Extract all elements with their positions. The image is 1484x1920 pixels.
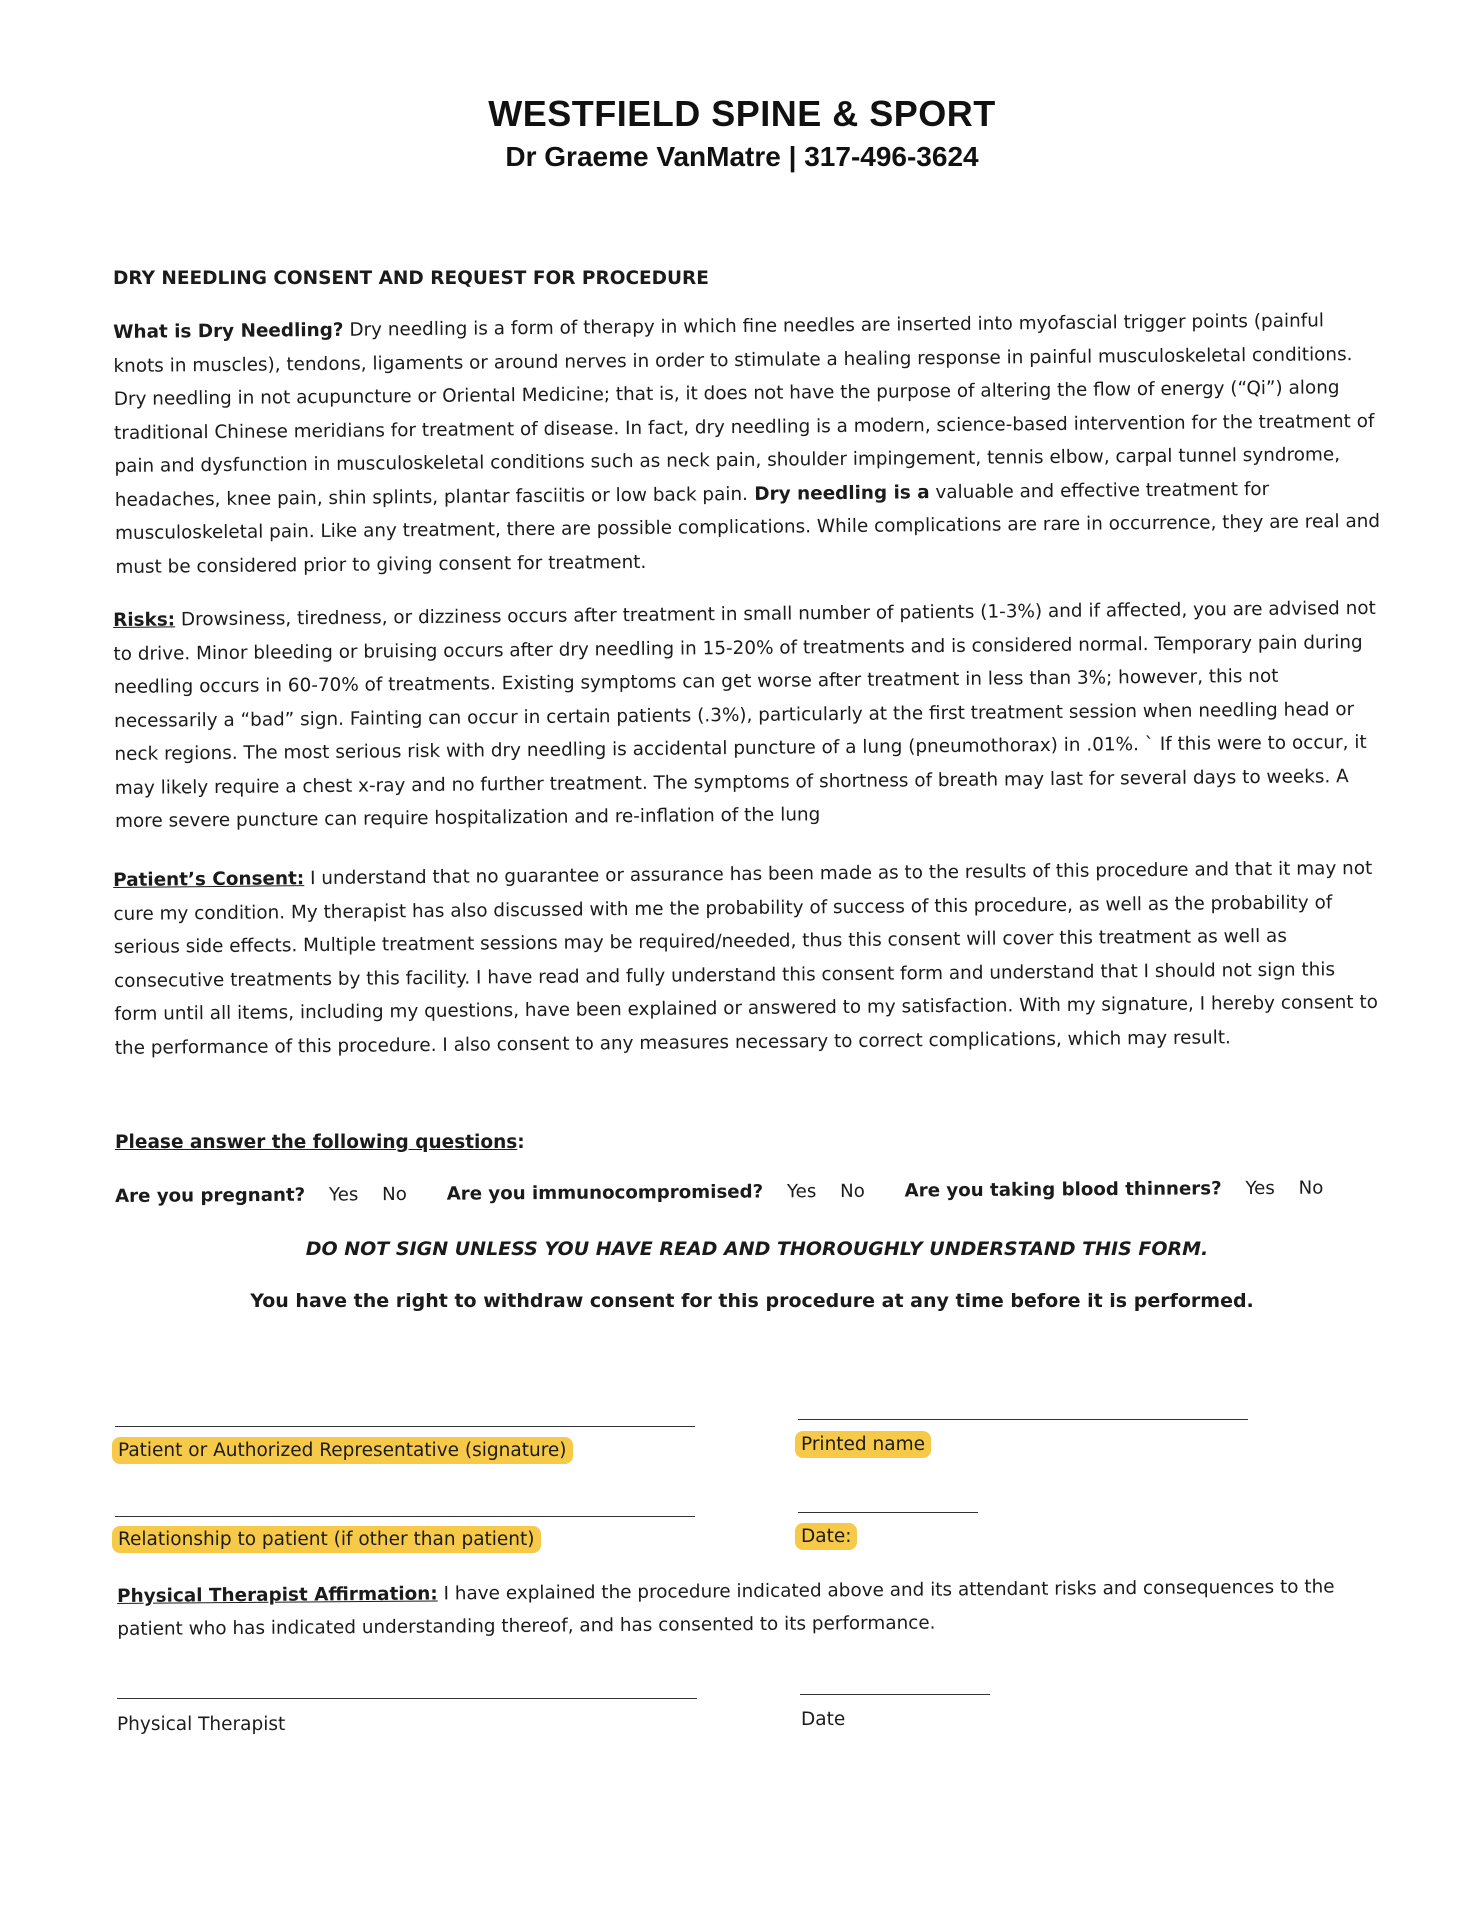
date-label-text: Date: — [795, 1523, 857, 1550]
relationship-label — [112, 1529, 541, 1550]
doctor-contact: Dr Graeme VanMatre | 317-496-3624 — [505, 141, 979, 172]
answer-yes[interactable]: Yes — [328, 1184, 359, 1206]
patient-consent-paragraph — [113, 852, 1380, 1065]
therapist-signature-line[interactable] — [117, 1698, 697, 1699]
screening-questions — [115, 1177, 1345, 1207]
consent-lead: Patient’s Consent: — [113, 868, 305, 891]
affirmation-lead: Physical Therapist Affirmation: — [117, 1583, 438, 1607]
answer-yes[interactable]: Yes — [1245, 1177, 1275, 1200]
printed-name-label — [795, 1434, 931, 1455]
what-is-tail: valuable and effective treatment for musculoskeletal pain. Like any treatment, there are possible complications. While complications are rare in occurrence, they are real and must be considered prior to giving consent for treatment. — [114, 478, 1381, 578]
questions-heading-text: Please answer the following questions — [115, 1132, 518, 1153]
withdraw-consent-notice: You have the right to withdraw consent for this procedure at any time before it is performed. — [250, 1290, 1254, 1312]
date-label — [795, 1526, 857, 1547]
answer-no[interactable]: No — [382, 1183, 407, 1206]
printed-name-label-text: Printed name — [795, 1431, 931, 1458]
what-is-bold-part: Dry needling is a — [747, 481, 930, 505]
printed-name-line[interactable] — [798, 1419, 1248, 1420]
do-not-sign-warning: DO NOT SIGN UNLESS YOU HAVE READ AND THOROUGHLY UNDERSTAND THIS FORM. — [305, 1238, 1209, 1260]
questions-heading — [115, 1132, 525, 1153]
affirmation-body: I have explained the procedure indicated above and its attendant risks and consequences to the patient who has indicated understanding thereof, and has consented to its performance. — [117, 1576, 1335, 1640]
risks-body: Drowsiness, tiredness, or dizziness occurs after treatment in small number of patients (1-3%) and if affected, you are advised not to drive. Minor bleeding or bruising occurs after dry needling in 15-20% of treatments and is considered normal. Temporary pain during needling occurs in 60-70% of treatments. Existing symptoms can get worse after treatment in less than 3%; however, this not necessarily a “bad” sign. Fainting can occur in certain patients (.3%), particularly at the first treatment session when needling head or neck regions. The most serious risk with dry needling is accidental puncture of a lung (pneumothorax) in .01%. ˋ If this were to occur, it may likely require a chest x-ray and no further treatment. The symptoms of shortness of breath may last for several days to weeks. A more severe puncture can require hospitalization and re-inflation of the lung — [113, 597, 1376, 832]
therapist-date-label: Date — [801, 1709, 846, 1730]
question-text: Are you taking blood thinners? — [904, 1178, 1222, 1202]
question-blood-thinners — [905, 1178, 1324, 1202]
what-is-body: Dry needling is a form of therapy in which fine needles are inserted into myofascial trigger points (painful knots in muscles), tendons, ligaments or around nerves in order to stimulate a healing response in painful musculoskeletal conditions. Dry needling in not acupuncture or Oriental Medicine; that is, it does not have the purpose of altering the flow of energy (“Qi”) along traditional Chinese meridians for treatment of disease. In fact, dry needling is a modern, science-based intervention for the treatment of pain and dysfunction in musculoskeletal conditions such as neck pain, shoulder impingement, tennis elbow, carpal tunnel syndrome, headaches, knee pain, shin splints, plantar fasciitis or low back pain. — [113, 310, 1375, 511]
question-text: Are you pregnant? — [115, 1184, 306, 1207]
patient-signature-label — [112, 1440, 573, 1461]
document-title: DRY NEEDLING CONSENT AND REQUEST FOR PROCEDURE — [113, 268, 709, 289]
risks-lead: Risks: — [113, 609, 176, 631]
question-text: Are you immunocompromised? — [446, 1181, 764, 1205]
what-is-lead: What is Dry Needling? — [113, 319, 344, 343]
therapist-date-line[interactable] — [800, 1694, 990, 1695]
relationship-label-text: Relationship to patient (if other than patient) — [112, 1526, 541, 1553]
organization-name: WESTFIELD SPINE & SPORT — [488, 93, 996, 134]
questions-heading-colon: : — [517, 1132, 525, 1153]
what-is-dry-needling-paragraph — [113, 304, 1381, 584]
answer-no[interactable]: No — [840, 1180, 865, 1202]
consent-body: I understand that no guarantee or assurance has been made as to the results of this procedure and that it may not cure my condition. My therapist has also discussed with me the probability of success of this procedure, as well as the probability of serious side effects. Multiple treatment sessions may be required/needed, thus this consent will cover this treatment as well as consecutive treatments by this facility. I have read and fully understand this consent form and understand that I should not sign this form until all items, including my questions, have been explained or answered to my satisfaction. With my signature, I hereby consent to the performance of this procedure. I also consent to any measures necessary to correct complications, which may result. — [113, 857, 1379, 1059]
date-line[interactable] — [798, 1512, 978, 1513]
therapist-affirmation-paragraph — [117, 1570, 1367, 1646]
letterhead — [0, 92, 1484, 176]
patient-signature-label-text: Patient or Authorized Representative (signature) — [112, 1437, 573, 1464]
question-immunocompromised — [447, 1181, 865, 1205]
therapist-signature-label: Physical Therapist — [117, 1714, 286, 1735]
answer-no[interactable]: No — [1298, 1177, 1324, 1199]
patient-signature-line[interactable] — [115, 1426, 695, 1427]
risks-paragraph — [113, 592, 1380, 839]
question-pregnant — [115, 1184, 407, 1207]
answer-yes[interactable]: Yes — [786, 1181, 817, 1203]
relationship-line[interactable] — [115, 1516, 695, 1517]
